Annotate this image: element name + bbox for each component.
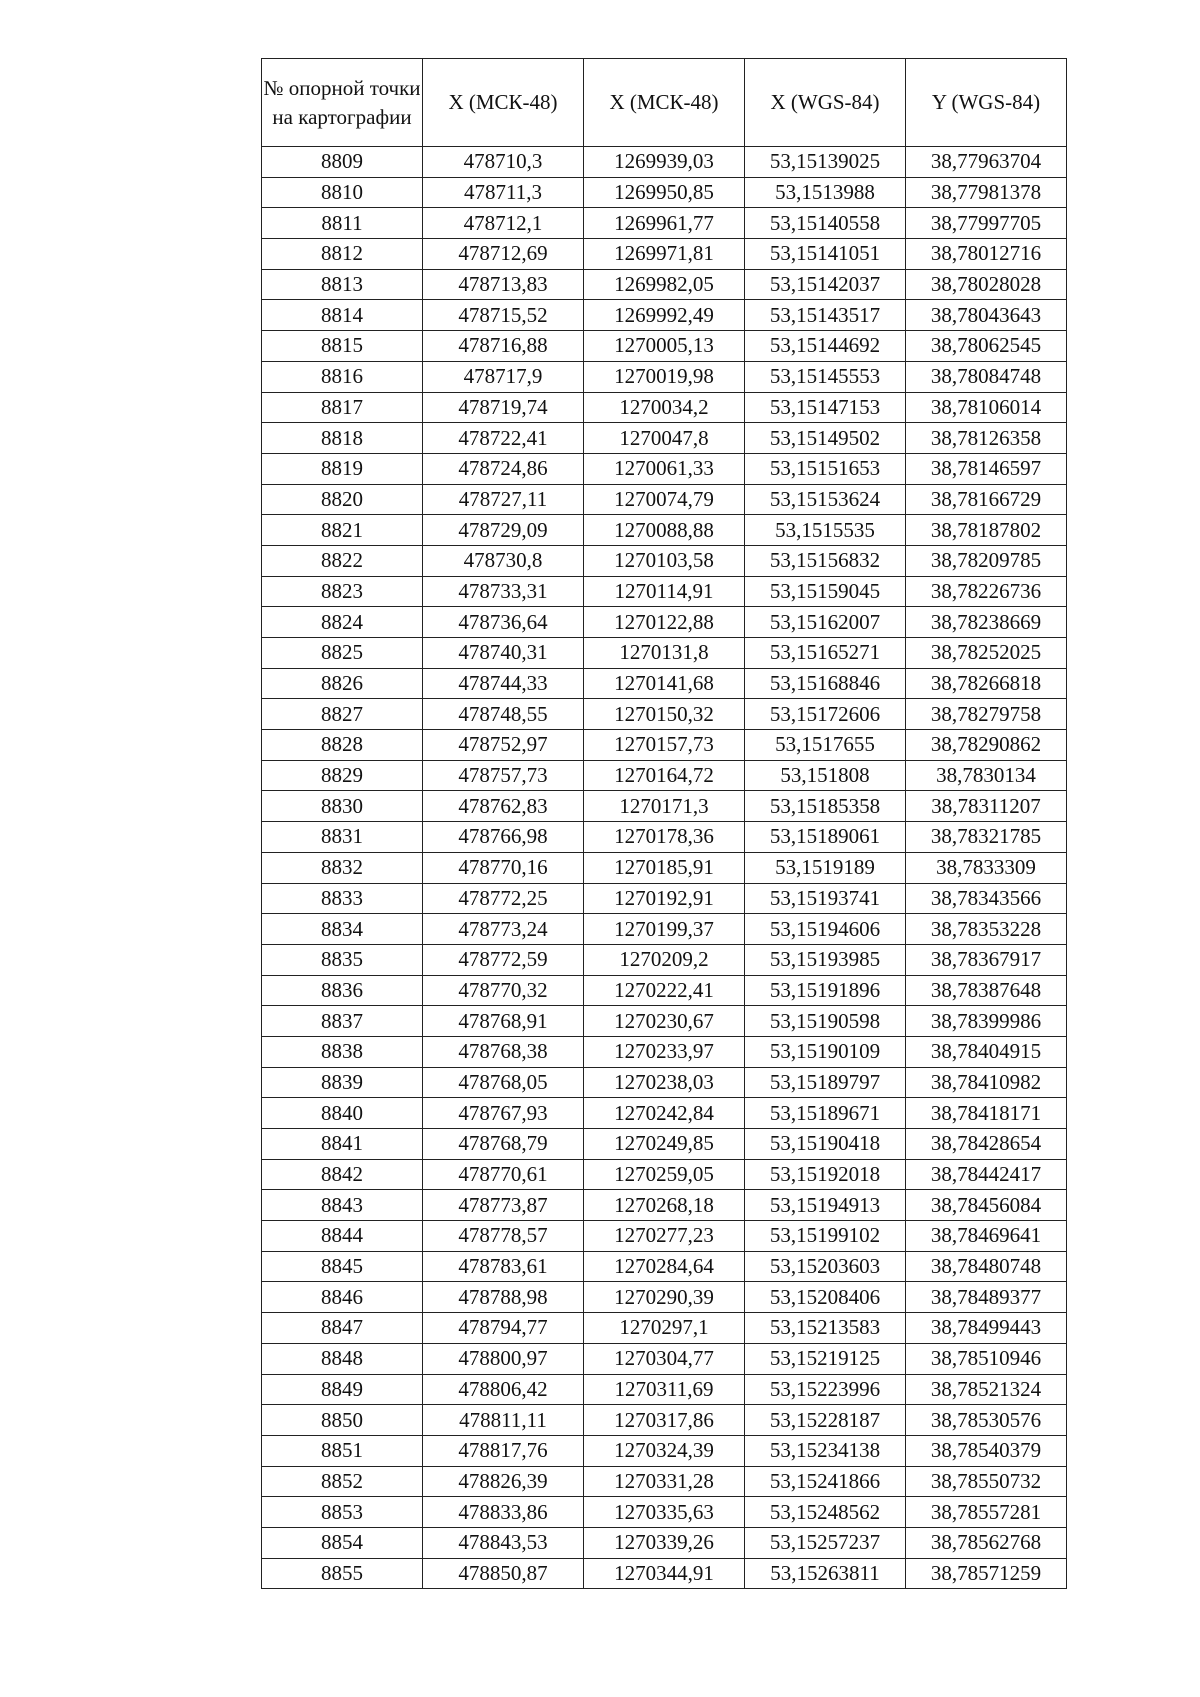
cell-x-wgs84: 53,15199102 [745,1221,906,1252]
cell-x-msk48-second: 1269939,03 [584,147,745,178]
table-row [262,576,1067,607]
table-row [262,300,1067,331]
table-row [262,1251,1067,1282]
cell-x-msk48-second: 1270268,18 [584,1190,745,1221]
cell-x-msk48: 478740,31 [423,638,584,669]
cell-y-wgs84: 38,78084748 [906,361,1067,392]
cell-x-wgs84: 53,151808 [745,760,906,791]
cell-x-msk48: 478768,91 [423,1006,584,1037]
cell-point-number: 8849 [262,1374,423,1405]
table-row [262,453,1067,484]
cell-point-number: 8819 [262,453,423,484]
cell-x-msk48: 478762,83 [423,791,584,822]
table-row [262,1405,1067,1436]
table-row [262,1435,1067,1466]
cell-x-wgs84: 53,15194606 [745,914,906,945]
cell-y-wgs84: 38,78469641 [906,1221,1067,1252]
cell-x-wgs84: 53,15190418 [745,1129,906,1160]
cell-x-msk48: 478770,61 [423,1159,584,1190]
cell-x-msk48-second: 1270103,58 [584,545,745,576]
cell-x-msk48-second: 1270061,33 [584,453,745,484]
cell-x-msk48: 478800,97 [423,1343,584,1374]
cell-point-number: 8845 [262,1251,423,1282]
cell-x-wgs84: 53,15203603 [745,1251,906,1282]
table-row [262,638,1067,669]
cell-x-msk48-second: 1270005,13 [584,331,745,362]
header-y-wgs84: Y (WGS-84) [906,59,1067,147]
cell-x-msk48-second: 1270331,28 [584,1466,745,1497]
cell-point-number: 8815 [262,331,423,362]
cell-x-wgs84: 53,15172606 [745,699,906,730]
cell-point-number: 8833 [262,883,423,914]
table-row [262,1098,1067,1129]
cell-x-msk48-second: 1270141,68 [584,668,745,699]
table-row [262,1466,1067,1497]
cell-x-wgs84: 53,15139025 [745,147,906,178]
cell-y-wgs84: 38,78456084 [906,1190,1067,1221]
cell-y-wgs84: 38,78510946 [906,1343,1067,1374]
table-row [262,545,1067,576]
cell-x-msk48: 478770,16 [423,852,584,883]
table-row [262,515,1067,546]
table-row [262,699,1067,730]
cell-y-wgs84: 38,78043643 [906,300,1067,331]
header-x-msk48-second: X (МСК-48) [584,59,745,147]
cell-x-wgs84: 53,15165271 [745,638,906,669]
cell-x-msk48-second: 1270192,91 [584,883,745,914]
cell-x-wgs84: 53,15185358 [745,791,906,822]
cell-y-wgs84: 38,78238669 [906,607,1067,638]
cell-point-number: 8842 [262,1159,423,1190]
table-row [262,822,1067,853]
cell-x-msk48-second: 1269971,81 [584,239,745,270]
header-point-number: № опорной точки на картографии [262,59,423,147]
cell-y-wgs84: 38,7833309 [906,852,1067,883]
table-row [262,1159,1067,1190]
cell-x-wgs84: 53,15257237 [745,1527,906,1558]
cell-x-wgs84: 53,15189671 [745,1098,906,1129]
cell-point-number: 8841 [262,1129,423,1160]
cell-point-number: 8828 [262,730,423,761]
table-row [262,791,1067,822]
cell-y-wgs84: 38,78126358 [906,423,1067,454]
cell-point-number: 8812 [262,239,423,270]
cell-y-wgs84: 38,78399986 [906,1006,1067,1037]
cell-point-number: 8836 [262,975,423,1006]
cell-x-wgs84: 53,15193741 [745,883,906,914]
cell-x-msk48-second: 1270242,84 [584,1098,745,1129]
cell-x-wgs84: 53,15213583 [745,1313,906,1344]
cell-x-wgs84: 53,15159045 [745,576,906,607]
cell-x-msk48: 478719,74 [423,392,584,423]
cell-point-number: 8843 [262,1190,423,1221]
cell-x-wgs84: 53,15145553 [745,361,906,392]
cell-y-wgs84: 38,78489377 [906,1282,1067,1313]
cell-y-wgs84: 38,78499443 [906,1313,1067,1344]
table-row [262,760,1067,791]
cell-point-number: 8816 [262,361,423,392]
cell-x-msk48-second: 1270171,3 [584,791,745,822]
cell-x-msk48: 478768,79 [423,1129,584,1160]
cell-x-wgs84: 53,15189797 [745,1067,906,1098]
cell-x-msk48-second: 1269950,85 [584,177,745,208]
cell-point-number: 8854 [262,1527,423,1558]
table-row [262,668,1067,699]
cell-point-number: 8834 [262,914,423,945]
table-row [262,1067,1067,1098]
coordinates-table [261,58,1067,1589]
cell-y-wgs84: 38,78209785 [906,545,1067,576]
cell-x-wgs84: 53,15190109 [745,1036,906,1067]
table-row [262,1343,1067,1374]
table-row [262,944,1067,975]
cell-point-number: 8830 [262,791,423,822]
cell-x-msk48-second: 1270047,8 [584,423,745,454]
cell-x-msk48-second: 1270185,91 [584,852,745,883]
cell-point-number: 8835 [262,944,423,975]
cell-x-msk48: 478712,1 [423,208,584,239]
cell-y-wgs84: 38,78187802 [906,515,1067,546]
cell-x-wgs84: 53,1515535 [745,515,906,546]
cell-y-wgs84: 38,78410982 [906,1067,1067,1098]
cell-point-number: 8813 [262,269,423,300]
cell-x-wgs84: 53,15190598 [745,1006,906,1037]
table-row [262,1558,1067,1589]
cell-x-msk48-second: 1270233,97 [584,1036,745,1067]
cell-x-msk48-second: 1269992,49 [584,300,745,331]
cell-point-number: 8810 [262,177,423,208]
cell-y-wgs84: 38,78367917 [906,944,1067,975]
cell-x-msk48: 478715,52 [423,300,584,331]
cell-x-msk48-second: 1270249,85 [584,1129,745,1160]
cell-y-wgs84: 38,77997705 [906,208,1067,239]
cell-x-msk48: 478712,69 [423,239,584,270]
cell-x-wgs84: 53,15151653 [745,453,906,484]
cell-x-msk48-second: 1270209,2 [584,944,745,975]
cell-x-msk48: 478811,11 [423,1405,584,1436]
cell-x-msk48: 478744,33 [423,668,584,699]
cell-y-wgs84: 38,78404915 [906,1036,1067,1067]
cell-y-wgs84: 38,78530576 [906,1405,1067,1436]
cell-x-msk48-second: 1270324,39 [584,1435,745,1466]
cell-x-wgs84: 53,15144692 [745,331,906,362]
header-row [262,59,1067,147]
table-row [262,147,1067,178]
cell-point-number: 8838 [262,1036,423,1067]
cell-y-wgs84: 38,78252025 [906,638,1067,669]
cell-point-number: 8846 [262,1282,423,1313]
cell-x-msk48-second: 1270290,39 [584,1282,745,1313]
cell-x-msk48-second: 1270317,86 [584,1405,745,1436]
table-row [262,484,1067,515]
cell-point-number: 8811 [262,208,423,239]
cell-x-msk48: 478833,86 [423,1497,584,1528]
cell-x-msk48-second: 1270157,73 [584,730,745,761]
cell-point-number: 8840 [262,1098,423,1129]
cell-x-wgs84: 53,15149502 [745,423,906,454]
cell-point-number: 8829 [262,760,423,791]
cell-x-msk48: 478768,05 [423,1067,584,1098]
cell-point-number: 8827 [262,699,423,730]
cell-y-wgs84: 38,78557281 [906,1497,1067,1528]
cell-point-number: 8848 [262,1343,423,1374]
cell-x-msk48: 478772,25 [423,883,584,914]
cell-x-msk48: 478788,98 [423,1282,584,1313]
cell-y-wgs84: 38,78321785 [906,822,1067,853]
cell-point-number: 8853 [262,1497,423,1528]
cell-y-wgs84: 38,78343566 [906,883,1067,914]
cell-y-wgs84: 38,78028028 [906,269,1067,300]
cell-x-msk48: 478711,3 [423,177,584,208]
table-row [262,1282,1067,1313]
cell-x-msk48: 478727,11 [423,484,584,515]
cell-x-wgs84: 53,15189061 [745,822,906,853]
cell-x-wgs84: 53,1519189 [745,852,906,883]
cell-x-msk48: 478766,98 [423,822,584,853]
cell-y-wgs84: 38,77981378 [906,177,1067,208]
cell-x-msk48: 478817,76 [423,1435,584,1466]
cell-x-msk48-second: 1270074,79 [584,484,745,515]
cell-x-msk48: 478770,32 [423,975,584,1006]
cell-x-wgs84: 53,15234138 [745,1435,906,1466]
table-row [262,1374,1067,1405]
cell-x-msk48-second: 1270230,67 [584,1006,745,1037]
cell-x-msk48-second: 1270222,41 [584,975,745,1006]
cell-y-wgs84: 38,78012716 [906,239,1067,270]
cell-y-wgs84: 38,7830134 [906,760,1067,791]
cell-x-wgs84: 53,15194913 [745,1190,906,1221]
cell-x-wgs84: 53,15241866 [745,1466,906,1497]
cell-x-msk48-second: 1270131,8 [584,638,745,669]
cell-point-number: 8851 [262,1435,423,1466]
table-row [262,361,1067,392]
table-row [262,423,1067,454]
cell-x-wgs84: 53,15193985 [745,944,906,975]
cell-y-wgs84: 38,78550732 [906,1466,1067,1497]
cell-y-wgs84: 38,78146597 [906,453,1067,484]
table-row [262,331,1067,362]
cell-x-msk48: 478850,87 [423,1558,584,1589]
cell-x-wgs84: 53,1513988 [745,177,906,208]
table-row [262,177,1067,208]
cell-x-msk48: 478713,83 [423,269,584,300]
cell-x-msk48: 478794,77 [423,1313,584,1344]
table-row [262,1527,1067,1558]
cell-x-msk48-second: 1270034,2 [584,392,745,423]
cell-x-msk48-second: 1270150,32 [584,699,745,730]
cell-x-wgs84: 53,15263811 [745,1558,906,1589]
header-x-wgs84: X (WGS-84) [745,59,906,147]
cell-point-number: 8814 [262,300,423,331]
cell-point-number: 8844 [262,1221,423,1252]
cell-x-msk48: 478724,86 [423,453,584,484]
cell-y-wgs84: 38,78418171 [906,1098,1067,1129]
table-row [262,607,1067,638]
cell-x-msk48: 478710,3 [423,147,584,178]
cell-x-msk48-second: 1270297,1 [584,1313,745,1344]
table-row [262,239,1067,270]
table-row [262,1190,1067,1221]
cell-x-msk48: 478722,41 [423,423,584,454]
cell-x-wgs84: 53,15153624 [745,484,906,515]
cell-point-number: 8817 [262,392,423,423]
cell-y-wgs84: 38,78387648 [906,975,1067,1006]
cell-x-wgs84: 53,15248562 [745,1497,906,1528]
cell-y-wgs84: 38,78106014 [906,392,1067,423]
cell-x-wgs84: 53,1517655 [745,730,906,761]
cell-x-msk48: 478729,09 [423,515,584,546]
cell-point-number: 8852 [262,1466,423,1497]
cell-x-msk48-second: 1270277,23 [584,1221,745,1252]
cell-x-msk48: 478778,57 [423,1221,584,1252]
cell-x-msk48-second: 1269961,77 [584,208,745,239]
table-row [262,914,1067,945]
cell-x-msk48: 478752,97 [423,730,584,761]
cell-x-msk48-second: 1270019,98 [584,361,745,392]
cell-x-msk48-second: 1270335,63 [584,1497,745,1528]
cell-x-msk48-second: 1270344,91 [584,1558,745,1589]
cell-y-wgs84: 38,77963704 [906,147,1067,178]
cell-y-wgs84: 38,78279758 [906,699,1067,730]
cell-point-number: 8826 [262,668,423,699]
cell-x-msk48: 478730,8 [423,545,584,576]
cell-y-wgs84: 38,78290862 [906,730,1067,761]
cell-x-wgs84: 53,15142037 [745,269,906,300]
cell-x-msk48-second: 1270114,91 [584,576,745,607]
cell-y-wgs84: 38,78226736 [906,576,1067,607]
cell-x-msk48: 478736,64 [423,607,584,638]
cell-point-number: 8855 [262,1558,423,1589]
cell-x-msk48-second: 1270259,05 [584,1159,745,1190]
cell-x-msk48-second: 1270311,69 [584,1374,745,1405]
cell-point-number: 8847 [262,1313,423,1344]
cell-x-wgs84: 53,15192018 [745,1159,906,1190]
cell-x-msk48-second: 1270199,37 [584,914,745,945]
cell-x-msk48: 478772,59 [423,944,584,975]
cell-x-msk48: 478748,55 [423,699,584,730]
cell-x-msk48: 478717,9 [423,361,584,392]
cell-x-msk48-second: 1270164,72 [584,760,745,791]
table-header [262,59,1067,147]
cell-x-wgs84: 53,15141051 [745,239,906,270]
cell-x-msk48-second: 1269982,05 [584,269,745,300]
cell-y-wgs84: 38,78311207 [906,791,1067,822]
table-row [262,1313,1067,1344]
cell-y-wgs84: 38,78571259 [906,1558,1067,1589]
cell-x-msk48: 478757,73 [423,760,584,791]
table-row [262,208,1067,239]
table-row [262,1036,1067,1067]
cell-point-number: 8850 [262,1405,423,1436]
cell-point-number: 8825 [262,638,423,669]
cell-x-msk48: 478773,24 [423,914,584,945]
cell-x-msk48-second: 1270122,88 [584,607,745,638]
cell-y-wgs84: 38,78521324 [906,1374,1067,1405]
cell-point-number: 8839 [262,1067,423,1098]
cell-y-wgs84: 38,78266818 [906,668,1067,699]
cell-x-wgs84: 53,15140558 [745,208,906,239]
cell-y-wgs84: 38,78442417 [906,1159,1067,1190]
cell-x-wgs84: 53,15208406 [745,1282,906,1313]
cell-point-number: 8831 [262,822,423,853]
cell-y-wgs84: 38,78062545 [906,331,1067,362]
cell-y-wgs84: 38,78166729 [906,484,1067,515]
table-row [262,1006,1067,1037]
cell-x-msk48-second: 1270339,26 [584,1527,745,1558]
cell-x-msk48-second: 1270304,77 [584,1343,745,1374]
cell-point-number: 8823 [262,576,423,607]
cell-point-number: 8818 [262,423,423,454]
cell-point-number: 8822 [262,545,423,576]
cell-x-wgs84: 53,15156832 [745,545,906,576]
cell-x-msk48: 478733,31 [423,576,584,607]
cell-x-msk48-second: 1270178,36 [584,822,745,853]
cell-x-wgs84: 53,15228187 [745,1405,906,1436]
cell-y-wgs84: 38,78562768 [906,1527,1067,1558]
cell-x-wgs84: 53,15223996 [745,1374,906,1405]
cell-x-wgs84: 53,15143517 [745,300,906,331]
cell-point-number: 8820 [262,484,423,515]
cell-point-number: 8824 [262,607,423,638]
cell-y-wgs84: 38,78480748 [906,1251,1067,1282]
table-row [262,392,1067,423]
cell-x-msk48: 478768,38 [423,1036,584,1067]
cell-point-number: 8809 [262,147,423,178]
cell-point-number: 8837 [262,1006,423,1037]
table-row [262,1221,1067,1252]
header-x-msk48: X (МСК-48) [423,59,584,147]
table-row [262,883,1067,914]
cell-x-msk48: 478806,42 [423,1374,584,1405]
table-row [262,852,1067,883]
table-row [262,730,1067,761]
table-row [262,975,1067,1006]
table-row [262,1129,1067,1160]
cell-x-msk48: 478843,53 [423,1527,584,1558]
cell-x-wgs84: 53,15147153 [745,392,906,423]
cell-point-number: 8832 [262,852,423,883]
table-body [262,147,1067,1589]
cell-x-wgs84: 53,15219125 [745,1343,906,1374]
cell-x-msk48: 478767,93 [423,1098,584,1129]
cell-x-msk48-second: 1270284,64 [584,1251,745,1282]
cell-y-wgs84: 38,78353228 [906,914,1067,945]
cell-y-wgs84: 38,78428654 [906,1129,1067,1160]
cell-x-msk48: 478783,61 [423,1251,584,1282]
cell-x-msk48: 478773,87 [423,1190,584,1221]
cell-y-wgs84: 38,78540379 [906,1435,1067,1466]
cell-x-wgs84: 53,15168846 [745,668,906,699]
cell-x-msk48: 478826,39 [423,1466,584,1497]
table-row [262,269,1067,300]
cell-x-wgs84: 53,15191896 [745,975,906,1006]
cell-x-msk48: 478716,88 [423,331,584,362]
cell-x-wgs84: 53,15162007 [745,607,906,638]
cell-x-msk48-second: 1270238,03 [584,1067,745,1098]
cell-point-number: 8821 [262,515,423,546]
cell-x-msk48-second: 1270088,88 [584,515,745,546]
table-row [262,1497,1067,1528]
